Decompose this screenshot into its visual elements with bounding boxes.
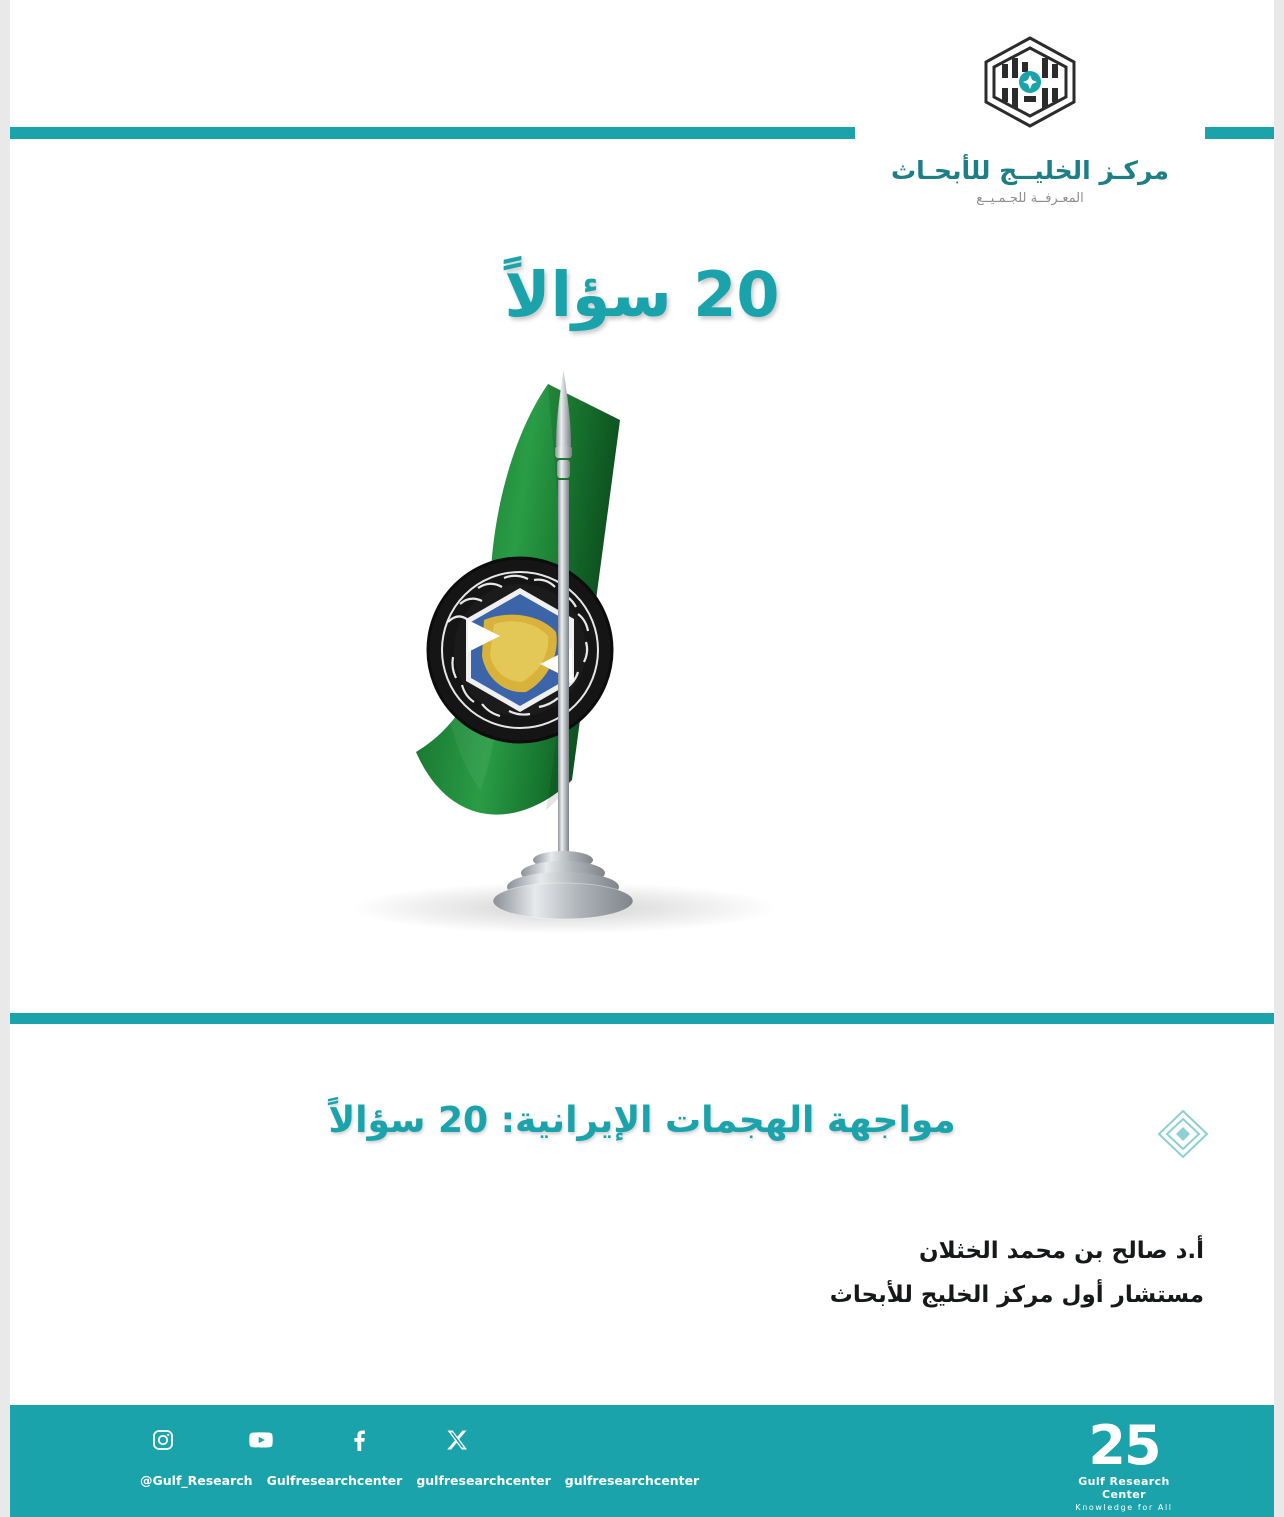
gcc-desk-flag-illustration — [330, 360, 800, 940]
facebook-icon[interactable] — [346, 1427, 372, 1453]
anniversary-badge — [1064, 1414, 1184, 1512]
decorative-diamond-icon — [1155, 1108, 1211, 1160]
author-block — [830, 1238, 1204, 1308]
document-subtitle: مواجهة الهجمات الإيرانية: 20 سؤالاً — [328, 1100, 956, 1141]
gulf-research-center-emblem-icon — [978, 34, 1082, 130]
logo-tagline: المعـرفــة للجـمـيــع — [976, 191, 1084, 206]
author-name: أ.د صالح بن محمد الخثلان — [919, 1238, 1204, 1264]
handle-facebook[interactable]: Gulfresearchcenter — [266, 1473, 403, 1488]
middle-divider-rule — [10, 1013, 1274, 1024]
x-twitter-icon[interactable] — [444, 1427, 470, 1453]
handle-instagram[interactable]: gulfresearchcenter — [564, 1473, 700, 1488]
anniversary-tagline: Knowledge for All — [1075, 1503, 1173, 1512]
page-title: 20 سؤالاً — [504, 258, 780, 331]
social-icons-row — [150, 1427, 470, 1453]
page-edge-left — [0, 0, 10, 1517]
anniversary-organization: Gulf Research Center — [1078, 1475, 1170, 1501]
social-handles-row — [140, 1473, 699, 1488]
handle-youtube[interactable]: gulfresearchcenter — [416, 1473, 551, 1488]
author-role: مستشار أول مركز الخليج للأبحاث — [829, 1282, 1204, 1308]
instagram-icon[interactable] — [150, 1427, 176, 1453]
page-edge-right — [1274, 0, 1284, 1517]
handle-x-twitter[interactable]: @Gulf_Research — [140, 1473, 253, 1488]
logo-title: مركـز الخليــج للأبحـاث — [891, 156, 1170, 185]
gulf-research-center-logo — [855, 0, 1205, 265]
anniversary-number: 25 — [1088, 1414, 1160, 1477]
page-footer — [10, 1405, 1274, 1517]
youtube-icon[interactable] — [248, 1427, 274, 1453]
